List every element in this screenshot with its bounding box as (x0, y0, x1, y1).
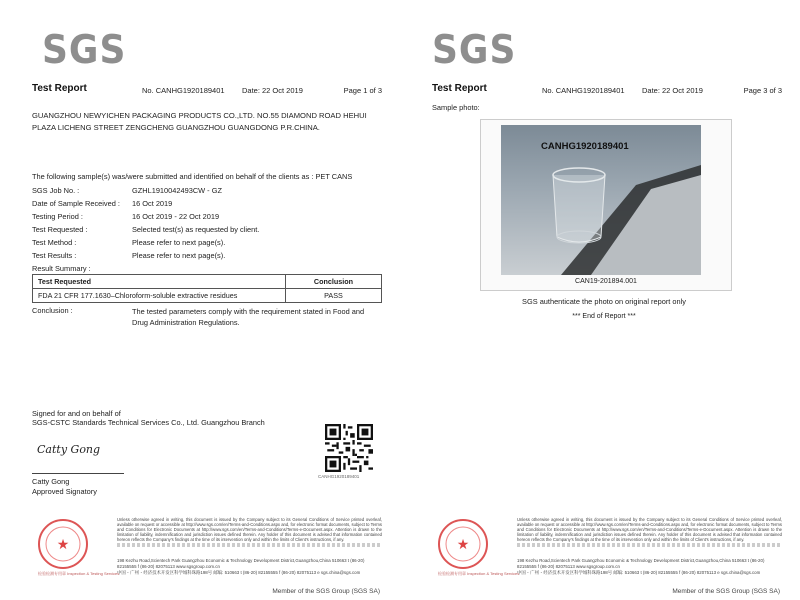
seal-text: 检验检测专用章 Inspection & Testing Services (38, 571, 120, 576)
footer-address (517, 558, 782, 576)
report-date: Date: 22 Oct 2019 (642, 86, 703, 95)
report-page-1 (12, 0, 396, 600)
page-number: Page 1 of 3 (343, 86, 382, 95)
svg-text:★: ★ (456, 537, 470, 553)
end-of-report: *** End of Report *** (572, 313, 636, 320)
seal-stamp-icon (432, 517, 494, 571)
table-row (33, 289, 382, 303)
report-footer (432, 517, 782, 595)
field-value-date-received: 16 Oct 2019 (132, 199, 173, 208)
divider (117, 543, 382, 547)
report-page-3 (412, 0, 796, 600)
sgs-logo: SGS (42, 28, 127, 73)
report-number: No. CANHG1920189401 (142, 86, 225, 95)
table-header-conclusion: Conclusion (286, 275, 382, 289)
address-cn: 中国・广州・经济技术开发区科学城科珠路198号 邮编: 510663 t (86-20) 82155555 f (86-20) 82075113 e sgs.china@sgs.com (517, 570, 761, 575)
seal-stamp-icon (32, 517, 94, 571)
table-cell-conclusion: PASS (286, 289, 382, 303)
report-title: Test Report (32, 83, 87, 94)
report-date: Date: 22 Oct 2019 (242, 86, 303, 95)
address-en: 198 Kezhu Road,Scientech Park Guangzhou Economic & Technology Development District,Guangzhou,China 510663 t (86-20) 82155555 f (86-20) 82075113 www.sgsgroup.com.cn (517, 558, 765, 569)
photo-id: CANHG1920189401 (541, 141, 629, 152)
field-value-job-no: GZHL1910042493CW - GZ (132, 186, 222, 195)
field-value-testing-period: 16 Oct 2019 - 22 Oct 2019 (132, 212, 220, 221)
signed-for: Signed for and on behalf of (32, 409, 121, 418)
qr-code-icon (325, 424, 373, 472)
sgs-logo: SGS (432, 28, 517, 73)
seal-text: 检验检测专用章 Inspection & Testing Services (438, 571, 520, 576)
result-summary-label: Result Summary : (32, 264, 91, 273)
report-header (32, 83, 382, 98)
sample-photo (480, 119, 732, 291)
conclusion-label: Conclusion : (32, 306, 73, 315)
signatory-title: Approved Signatory (32, 487, 97, 496)
signature-line (32, 473, 124, 474)
field-label-job-no: SGS Job No. : (32, 186, 80, 195)
report-footer (32, 517, 382, 595)
client-address: GUANGZHOU NEWYICHEN PACKAGING PRODUCTS CO.,LTD. NO.55 DIAMOND ROAD HEHUI PLAZA LICHENG STREET ZENGCHENG GUANGZHOU GUANGDONG P.R.CHINA. (32, 111, 367, 132)
report-number: No. CANHG1920189401 (542, 86, 625, 95)
address-cn: 中国・广州・经济技术开发区科学城科珠路198号 邮编: 510663 t (86-20) 82155555 f (86-20) 82075113 e sgs.china@sgs.com (117, 570, 361, 575)
signatory (32, 477, 97, 497)
conclusion-text: The tested parameters comply with the requirement stated in Food and Drug Administration Regulations. (132, 307, 365, 327)
signed-org: SGS-CSTC Standards Technical Services Co., Ltd. Guangzhou Branch (32, 418, 265, 427)
sample-photo-label: Sample photo: (432, 103, 480, 112)
member-note: Member of the SGS Group (SGS SA) (672, 588, 780, 595)
field-label-date-received: Date of Sample Received : (32, 199, 120, 208)
divider (517, 543, 782, 547)
footer-address (117, 558, 382, 576)
result-summary-table (32, 274, 382, 303)
report-header (432, 83, 782, 98)
fine-print-text: Unless otherwise agreed in writing, this document is issued by the Company subject to its General Conditions of Service printed overleaf, available on request or accessible at http://www.sgs.com/en/Terms-and-Conditions.aspx and, for electronic format documents, subject to Terms and Conditions for Electronic Documents at http://www.sgs.com/en/Terms-and-Conditions/Terms-e-Document.aspx. Attention is drawn to the limitation of liability, indemnification and jurisdiction issues defined therein. Any holder of this document is advised that information contained hereon reflects the Company's findings at the time of its intervention only and within the limits of Client's instructions, if any. (517, 517, 782, 542)
page-number: Page 3 of 3 (743, 86, 782, 95)
authenticate-note: SGS authenticate the photo on original report only (522, 297, 686, 306)
signatory-name: Catty Gong (32, 477, 70, 486)
member-note: Member of the SGS Group (SGS SA) (272, 588, 380, 595)
fine-print (117, 517, 382, 547)
svg-text:★: ★ (56, 537, 70, 553)
field-label-test-requested: Test Requested : (32, 225, 88, 234)
signed-block (32, 409, 265, 427)
photo-image (501, 125, 701, 275)
table-header-row (33, 275, 382, 289)
field-value-test-method: Please refer to next page(s). (132, 238, 226, 247)
field-label-testing-period: Testing Period : (32, 212, 83, 221)
address-en: 198 Kezhu Road,Scientech Park Guangzhou Economic & Technology Development District,Guangzhou,China 510663 t (86-20) 82155555 f (86-20) 82075113 www.sgsgroup.com.cn (117, 558, 365, 569)
field-value-test-results: Please refer to next page(s). (132, 251, 226, 260)
field-label-test-method: Test Method : (32, 238, 77, 247)
table-header-test: Test Requested (33, 275, 286, 289)
report-title: Test Report (432, 83, 487, 94)
sample-intro: The following sample(s) was/were submitted and identified on behalf of the clients as : PET CANS (32, 172, 353, 181)
field-value-test-requested: Selected test(s) as requested by client. (132, 225, 260, 234)
table-cell-test: FDA 21 CFR 177.1630–Chloroform-soluble extractive residues (33, 289, 286, 303)
field-label-test-results: Test Results : (32, 251, 77, 260)
fine-print (517, 517, 782, 547)
handwritten-signature: Catty Gong (37, 443, 101, 456)
qr-caption: CANHG1920189401 (318, 474, 360, 479)
photo-caption: CAN19-201894.001 (575, 278, 637, 285)
fine-print-text: Unless otherwise agreed in writing, this document is issued by the Company subject to its General Conditions of Service printed overleaf, available on request or accessible at http://www.sgs.com/en/Terms-and-Conditions.aspx and, for electronic format documents, subject to Terms and Conditions for Electronic Documents at http://www.sgs.com/en/Terms-and-Conditions/Terms-e-Document.aspx. Attention is drawn to the limitation of liability, indemnification and jurisdiction issues defined therein. Any holder of this document is advised that information contained hereon reflects the Company's findings at the time of its intervention only and within the limits of Client's instructions, if any. (117, 517, 382, 542)
